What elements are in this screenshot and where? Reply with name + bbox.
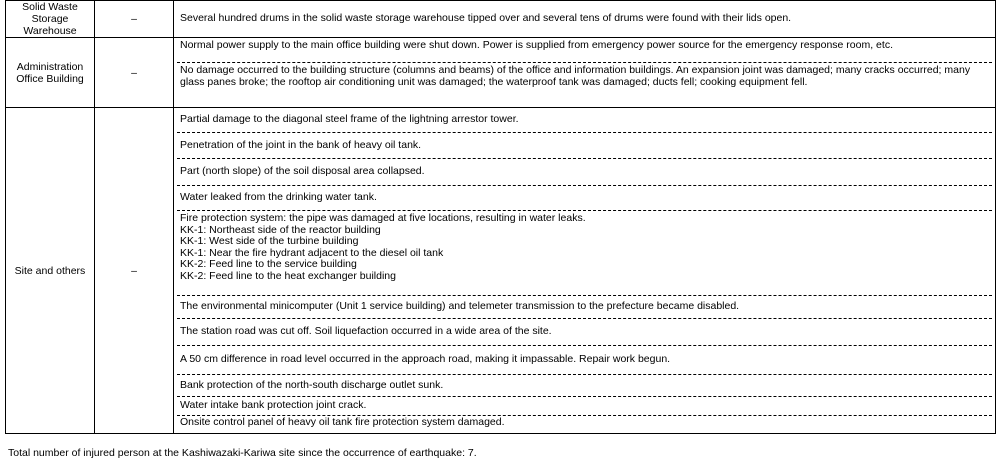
damage-item: Water leaked from the drinking water tank. xyxy=(177,185,992,210)
facility-name-solid-waste: Solid Waste Storage Warehouse xyxy=(6,1,95,38)
damage-table xyxy=(5,0,996,434)
status-dash: – xyxy=(95,1,174,38)
damage-item: A 50 cm difference in road level occurred in the approach road, making it impassable. Repair work begun. xyxy=(177,345,992,374)
status-dash: – xyxy=(95,108,174,434)
damage-item: Part (north slope) of the soil disposal area collapsed. xyxy=(177,158,992,185)
fire-location: KK-2: Feed line to the service building xyxy=(180,258,357,270)
damage-item: No damage occurred to the building structure (columns and beams) of the office and information buildings. An expansion joint was damaged; many cracks occurred; many glass panes broke; the rooftop air conditioning unit was damaged; the waterproof tank was damaged; ducts fell; cooking equipment fell. xyxy=(177,62,992,106)
fire-location: KK-2: Feed line to the heat exchanger building xyxy=(180,269,396,282)
damage-item: Bank protection of the north-south discharge outlet sunk. xyxy=(177,374,992,396)
damage-item: The environmental minicomputer (Unit 1 service building) and telemeter transmission to the prefecture became disabled. xyxy=(177,295,992,318)
status-dash: – xyxy=(95,38,174,108)
fire-location: KK-1: Near the fire hydrant adjacent to the diesel oil tank xyxy=(180,246,444,259)
damage-item: Several hundred drums in the solid waste storage warehouse tipped over and several tens of drums were found with their lids open. xyxy=(180,12,792,25)
facility-name-admin-building: Administration Office Building xyxy=(6,38,95,108)
injury-total-note: Total number of injured person at the Kashiwazaki-Kariwa site since the occurrence of earthquake: 7. xyxy=(8,447,477,459)
damage-description xyxy=(174,108,996,434)
table-row xyxy=(6,108,996,434)
damage-item: The station road was cut off. Soil liquefaction occurred in a wide area of the site. xyxy=(177,318,992,345)
damage-item: Onsite control panel of heavy oil tank fire protection system damaged. xyxy=(177,415,992,430)
damage-item-fire-protection xyxy=(177,210,992,295)
fire-location: KK-1: Northeast side of the reactor building xyxy=(180,223,381,236)
facility-name-site-others: Site and others xyxy=(6,108,95,434)
damage-item: Partial damage to the diagonal steel frame of the lightning arrestor tower. xyxy=(180,113,519,126)
damage-item: Penetration of the joint in the bank of heavy oil tank. xyxy=(177,132,992,158)
damage-description xyxy=(174,38,996,108)
damage-description xyxy=(174,1,996,38)
damage-item: Normal power supply to the main office building were shut down. Power is supplied from emergency power source for the emergency response room, etc. xyxy=(180,39,893,51)
table-row xyxy=(6,1,996,38)
fire-protection-summary: Fire protection system: the pipe was damaged at five locations, resulting in water leaks. xyxy=(180,212,586,224)
damage-item: Water intake bank protection joint crack. xyxy=(177,396,992,415)
fire-location: KK-1: West side of the turbine building xyxy=(180,235,359,247)
table-row xyxy=(6,38,996,108)
